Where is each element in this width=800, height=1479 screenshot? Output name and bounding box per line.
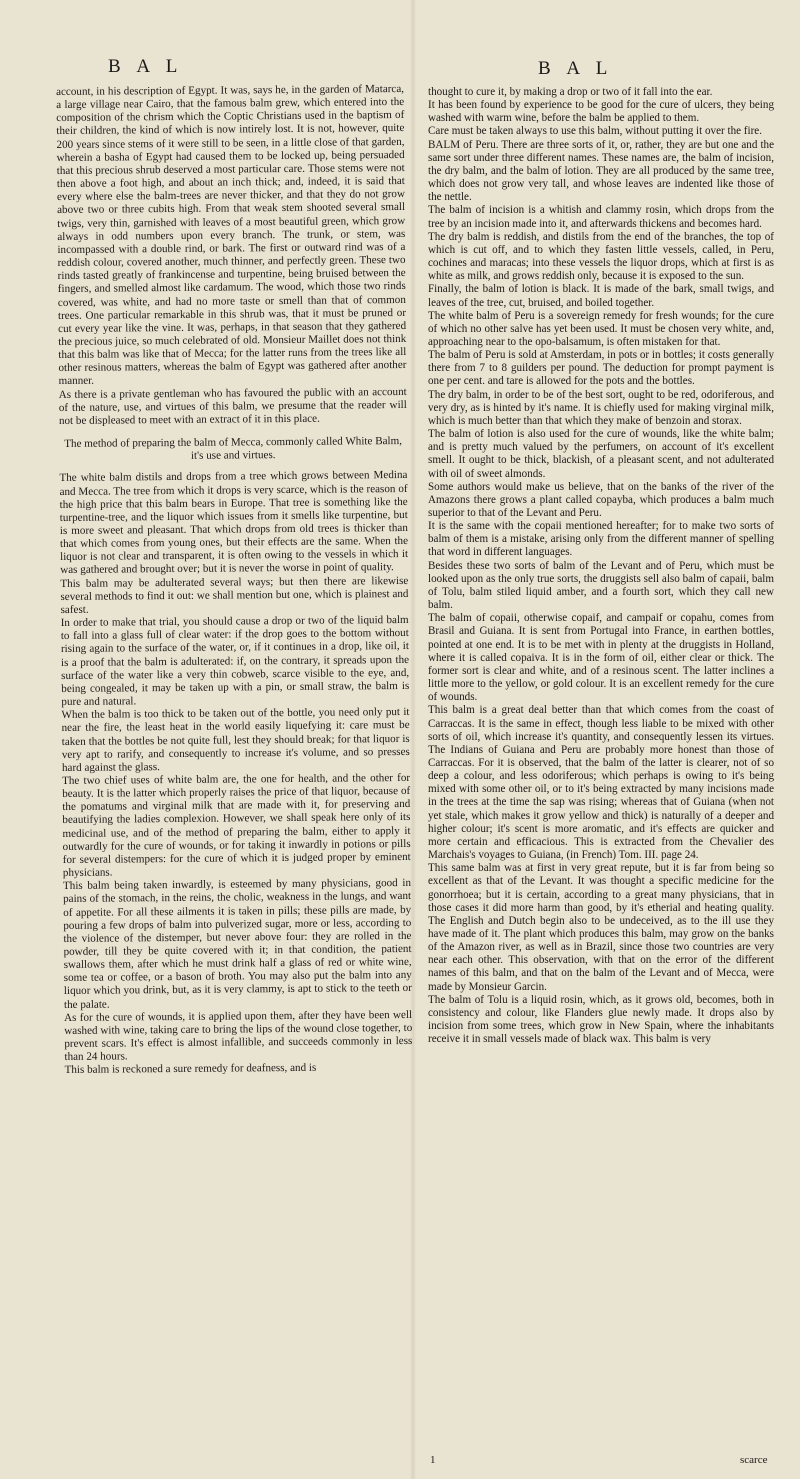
paragraph: The two chief uses of white balm are, the one for health, and the other for beauty. It is the latter which properly raises the price of that liquor, because of the pomatums and virginal milk that are made with it, for preserving and beautifying the ladies complexion. However, we shall speak here only of its medicinal use, and of the method of preparing the balm, either to apply it outwardly for the cure of wounds, or for taking it inwardly in potions or pills for several distempers: for the cure of which it is judged proper by eminent physicians. [62, 771, 411, 880]
paragraph: In order to make that trial, you should cause a drop or two of the liquid balm to fall into a glass full of clear water: if the drop goes to the bottom without rising again to the surface of the water, or, if it continues in a drop, like oil, it is a proof that the balm is adulterated: if, on the contrary, it spreads upon the surface of the water like a very thin cobweb, scarce visible to the eye, and, being congealed, it may be taken up with a pin, or small straw, the balm is pure and natural. [60, 614, 410, 709]
paragraph: This balm is a great deal better than that which comes from the coast of Carraccas. It is the same in effect, though less liable to be mixed with other sorts of oil, which increase it's quantity, and consequently lessen its virtues. The Indians of Guiana and Peru are probably more honest than those of Carraccas. For it is observed, that the balm of the latter is clearer, not of so deep a colour, and less odoriferous; which perhaps is owing to it's being mixed with some other oil, or to it's being extracted by many incisions made in the trees at the time the sap was rising; whereas that of Guiana (when not yet stale, which makes it grow yellow and thick) is naturally of a deeper and higher colour; it's scent is more aromatic, and it's effects are quicker and more certain and efficacious. This is extracted from the Chevalier des Marchais's voyages to Guiana, (in French) Tom. III. page 24. [428, 704, 774, 862]
page-gutter [410, 0, 416, 1479]
paragraph: The balm of Tolu is a liquid rosin, which, as it grows old, becomes, both in consistency and colour, like Flanders glue newly made. It drops also by incision from some trees, which grow in New Spain, where the inhabitants receive it in small vessels made of black wax. This balm is very [428, 993, 774, 1046]
running-head-left: B A L [108, 56, 184, 77]
paragraph: The dry balm is reddish, and distils from the end of the branches, the top of which is cut off, and to which they fasten little vessels, called, in Peru, cochines and maracas; into these vessels the liquor drops, which at first is as white as milk, and grows reddish only, because it is exposed to the sun. [428, 230, 774, 283]
section-heading: The method of preparing the balm of Mecca, commonly called White Balm, it's use and virtues. [64, 435, 403, 463]
left-column [56, 83, 413, 1078]
paragraph: The white balm of Peru is a sovereign remedy for fresh wounds; for the cure of which no other salve has yet been used. It must be chosen very white, and, approaching near to the opo-balsamum, is often mistaken for that. [428, 309, 774, 348]
paragraph: When the balm is too thick to be taken out of the bottle, you need only put it near the fire, the least heat in the world easily liquefying it: care must be taken that the bottles be not quite full, lest they should break; for that liquor is very apt to rarify, and consequently to increase it's volume, and so presses hard against the glass. [61, 706, 410, 774]
paragraph: This balm is reckoned a sure remedy for deafness, and is [64, 1062, 317, 1077]
paragraph: The balm of Peru is sold at Amsterdam, in pots or in bottles; it costs generally there from 7 to 8 guilders per pound. The deduction for prompt payment is one per cent. and tare is allowed for the pots and the bottles. [428, 349, 774, 388]
running-head-right: B A L [538, 58, 614, 79]
paragraph: The white balm distils and drops from a tree which grows between Medina and Mecca. The tree from which it drops is very scarce, which is the reason of the high price that this balm bears in Europe. That tree is something like the turpentine-tree, and the liquor which issues from it smells like turpentine, but is more sweet and pleasant. That which drops from old trees is thicker than that which comes from young ones, but their effects are the same. When the liquor is not clear and transparent, it is often owing to the vessels in which it was gathered and brought over; but it is never the worse in point of quality. [59, 469, 409, 577]
paragraph: Besides these two sorts of balm of the Levant and of Peru, which must be looked upon as the only true sorts, the druggists sell also balm of capaii, balm of Tolu, balm stiled liquid amber, and a fourth sort, which they call new balm. [428, 559, 774, 612]
paragraph: The balm of copaii, otherwise copaif, and campaif or copahu, comes from Brasil and Guiana. It is sent from Portugal into France, in earthen bottles, pointed at one end. It is to be met with in plenty at the druggists in Holland, where it is called copaiva. It is in the form of oil, either clear or thick. The former sort is clear and white, and of a resinous scent. The latter inclines a little more to the yellow, or gold colour. It is an excellent remedy for the cure of wounds. [428, 612, 774, 704]
signature-mark: 1 [430, 1454, 436, 1466]
paragraph: This balm being taken inwardly, is esteemed by many physicians, good in pains of the stomach, in the reins, the cholic, weakness in the lungs, and want of appetite. For all these ailments it is taken in pills; these pills are made, by pouring a few drops of balm into pulverized sugar, more or less, according to the violence of the distemper, but never above four: they are rolled in the powder, till they be quite covered with it; in that condition, the patient swallows them, after which he must drink half a glass of red or white wine, some tea or coffee, or a bason of broth. You may also put the balm into any liquor which you drink, but, as it is very clammy, is apt to stick to the teeth or the palate. [62, 877, 412, 1011]
paragraph: The balm of lotion is also used for the cure of wounds, like the white balm; and is pretty much valued by the perfumers, on account of it's excellent smell. It ought to be thick, blackish, of a pleasant scent, and not adulterated with oil of sweet almonds. [428, 428, 774, 480]
paragraph: It is the same with the copaii mentioned hereafter; for to make two sorts of balm of them is a mistake, arising only from the different manner of spelling that word in different languages. [428, 520, 774, 559]
paragraph: As for the cure of wounds, it is applied upon them, after they have been well washed with wine, taking care to bring the lips of the wound close together, to prevent scars. It's effect is almost infallible, and succeeds commonly in less than 24 hours. [64, 1008, 413, 1064]
paragraph: thought to cure it, by making a drop or two of it fall into the ear. [428, 86, 713, 98]
paragraph: This balm may be adulterated several ways; but then there are likewise several methods to find it out: we shall mention but one, which is plainest and safest. [60, 574, 409, 616]
paragraph: It has been found by experience to be good for the cure of ulcers, they being washed with warm wine, before the balm be applied to them. [428, 99, 774, 125]
paragraph: BALM of Peru. There are three sorts of it, or, rather, they are but one and the same sort under three different names. These names are, the balm of incision, the dry balm, and the balm of lotion. They are all produced by the same tree, which does not grow very tall, and whose leaves are indented like those of the nettle. [428, 138, 774, 204]
paragraph: As there is a private gentleman who has favoured the public with an account of the nature, use, and virtues of this balm, we presume that the reader will not be displeased to meet with an extract of it in this place. [58, 385, 407, 427]
catchword: scarce [740, 1454, 768, 1466]
paragraph: Some authors would make us believe, that on the banks of the river of the Amazons there grows a plant called copayba, which produces a balm much superior to that of the Levant and Peru. [428, 480, 774, 519]
paragraph: This same balm was at first in very great repute, but it is far from being so excellent as that of the Levant. It was thought a specific medicine for the gonorrhoea; but it is certain, according to a great many physicians, that in those cases it did more harm than good, by it's etherial and heating quality. The English and Dutch begin also to be undeceived, as to the ill use they have made of it. The plant which produces this balm, may grow on the banks of the Amazon river, as well as in Brazil, since those two countries are very near each other. This observation, with that on the error of the different names of this balm, and that on the balm of the Levant and of Mecca, were made by Monsieur Garcin. [428, 862, 774, 993]
paragraph: Finally, the balm of lotion is black. It is made of the bark, small twigs, and leaves of the tree, cut, bruised, and boiled together. [428, 283, 774, 309]
paragraph: account, in his description of Egypt. It was, says he, in the garden of Matarca, a large village near Cairo, that the famous balm grew, which entered into the composition of the chrism which the Coptic Christians used in the baptism of their children, the kind of which is now intirely lost. It is not, however, quite 200 years since stems of it were still to be seen, in a little close of that garden, wherein a basha of Egypt had caused them to be locked up, being persuaded that this precious shrub deserved a most particular care. Those stems were not then above a foot high, and about an inch thick; and, indeed, it is said that every where else the balm-trees are never thicker, and that they do not grow above two or three cubits high. From that weak stem shooted several small twigs, very thin, garnished with leaves of a most beautiful green, which grow always in odd numbers upon every branch. The trunk, or stem, was incompassed with a double rind, or bark. The first or outward rind was of a reddish colour, covered another, much thinner, and perfectly green. These two rinds tasted greatly of frankincense and turpentine, being bruised between the fingers, and smelled almost like cardamum. The wood, which those two rinds covered, was white, and had no more taste or smell than that of common trees. One particular remarkable in this shrub was, that it must be pruned or cut every year like the vine. It was, perhaps, in that season that they gathered the precious juice, so much celebrated of old. Monsieur Maillet does not think that this balm was like that of Mecca; for the latter runs from the trees like all other resinous matters, whereas the balm of Egypt was gathered after another manner. [56, 82, 407, 388]
right-column [428, 86, 774, 1046]
paragraph: The dry balm, in order to be of the best sort, ought to be red, odoriferous, and very dry, as is hinted by it's name. It is chiefly used for making virginal milk, which is much better than that which they make of benzoin and storax. [428, 388, 774, 427]
paragraph: The balm of incision is a whitish and clammy rosin, which drops from the tree by an incision made into it, and afterwards thickens and becomes hard. [428, 204, 774, 230]
paragraph: Care must be taken always to use this balm, without putting it over the fire. [428, 125, 762, 138]
